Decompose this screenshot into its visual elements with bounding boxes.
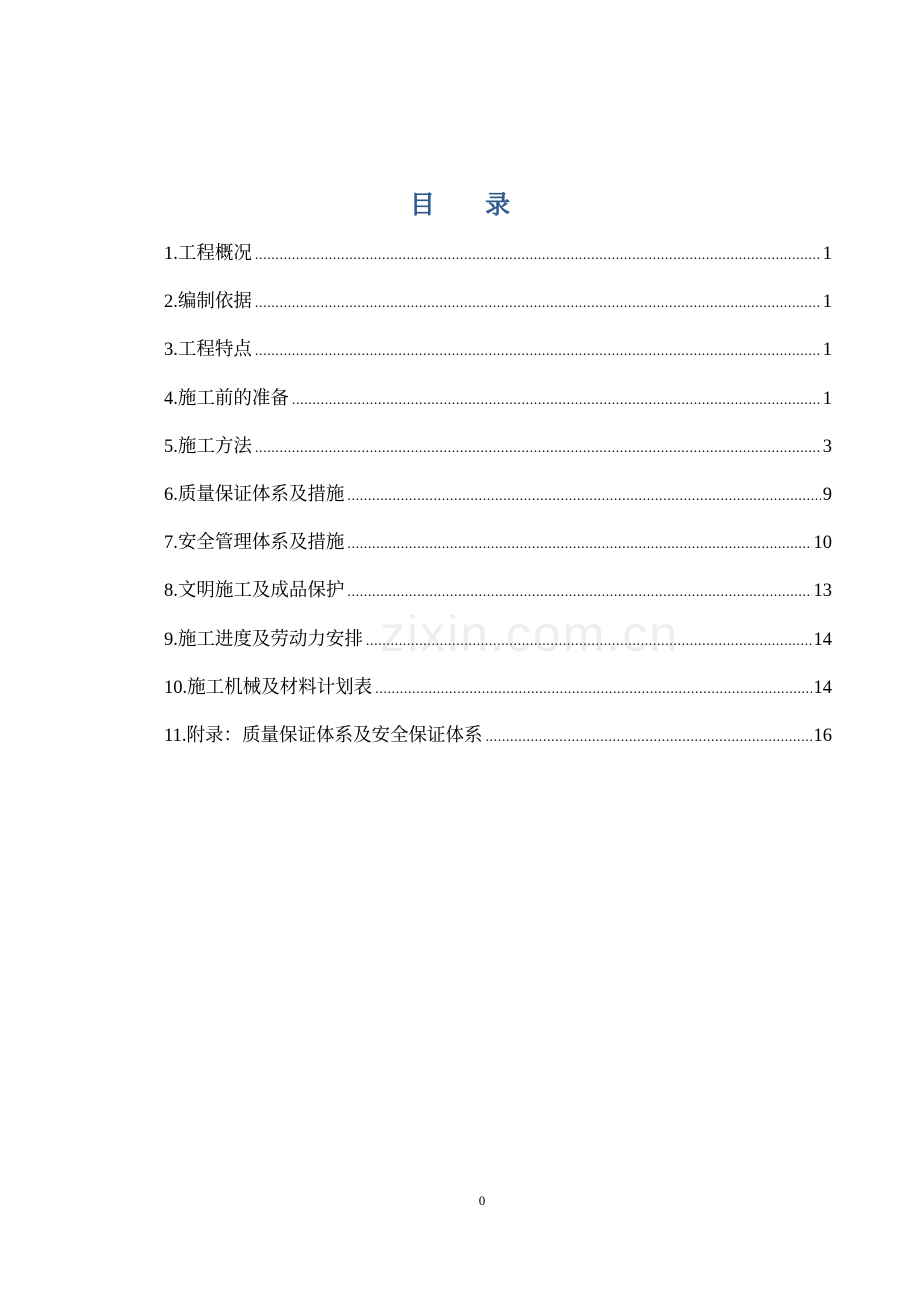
toc-entry[interactable] <box>164 381 832 429</box>
toc-entry[interactable] <box>164 718 832 766</box>
toc-leader-dots <box>485 720 811 756</box>
toc-entry-label: 5.施工方法 <box>164 436 252 457</box>
toc-entry-label: 10.施工机械及材料计划表 <box>164 677 373 698</box>
toc-leader-dots <box>347 575 811 611</box>
toc-title: 目 录 <box>409 192 533 219</box>
toc-leader-dots <box>255 238 821 274</box>
toc-leader-dots <box>347 479 820 515</box>
toc-entry-page: 9 <box>822 484 832 505</box>
toc-entry-page: 1 <box>822 244 832 264</box>
toc-entry-page: 1 <box>822 388 832 409</box>
toc-entry-page: 14 <box>813 677 832 698</box>
toc-entry-label: 4.施工前的准备 <box>164 388 289 409</box>
toc-entry-label: 8.文明施工及成品保护 <box>164 581 345 602</box>
toc-entry-page: 1 <box>822 292 832 313</box>
page-number: 0 <box>478 1193 486 1208</box>
toc-entry-page: 10 <box>813 533 832 554</box>
toc-entry-label: 11.附录：质量保证体系及安全保证体系 <box>164 725 483 746</box>
toc-leader-dots <box>255 431 821 467</box>
toc-leader-dots <box>347 527 811 563</box>
toc-entry[interactable] <box>164 284 832 332</box>
toc-entry-label: 2.编制依据 <box>164 292 252 313</box>
watermark: zixin.com.cn <box>380 606 680 662</box>
toc-entry-label: 9.施工进度及劳动力安排 <box>164 629 363 650</box>
toc-entry[interactable] <box>164 670 832 718</box>
toc-entry[interactable] <box>164 332 832 380</box>
toc-entry-label: 6.质量保证体系及措施 <box>164 484 345 505</box>
toc-entry-label: 7.安全管理体系及措施 <box>164 533 345 554</box>
toc-entry-label: 1.工程概况 <box>164 244 252 264</box>
toc-entry[interactable] <box>164 477 832 525</box>
toc-leader-dots <box>375 672 811 708</box>
toc-leader-dots <box>366 624 812 660</box>
toc-entry-label: 3.工程特点 <box>164 340 252 361</box>
toc-list <box>164 236 832 766</box>
toc-entry-page: 14 <box>813 629 832 650</box>
toc-entry-page: 3 <box>822 436 832 457</box>
toc-entry[interactable] <box>164 429 832 477</box>
toc-entry-page: 1 <box>822 340 832 361</box>
toc-leader-dots <box>255 286 821 322</box>
toc-entry[interactable] <box>164 573 832 621</box>
toc-entry-page: 16 <box>813 725 832 746</box>
toc-leader-dots <box>292 383 821 419</box>
toc-leader-dots <box>255 334 821 370</box>
toc-entry-page: 13 <box>813 581 832 602</box>
toc-entry[interactable] <box>164 236 832 284</box>
toc-entry[interactable] <box>164 525 832 573</box>
toc-entry[interactable] <box>164 622 832 670</box>
